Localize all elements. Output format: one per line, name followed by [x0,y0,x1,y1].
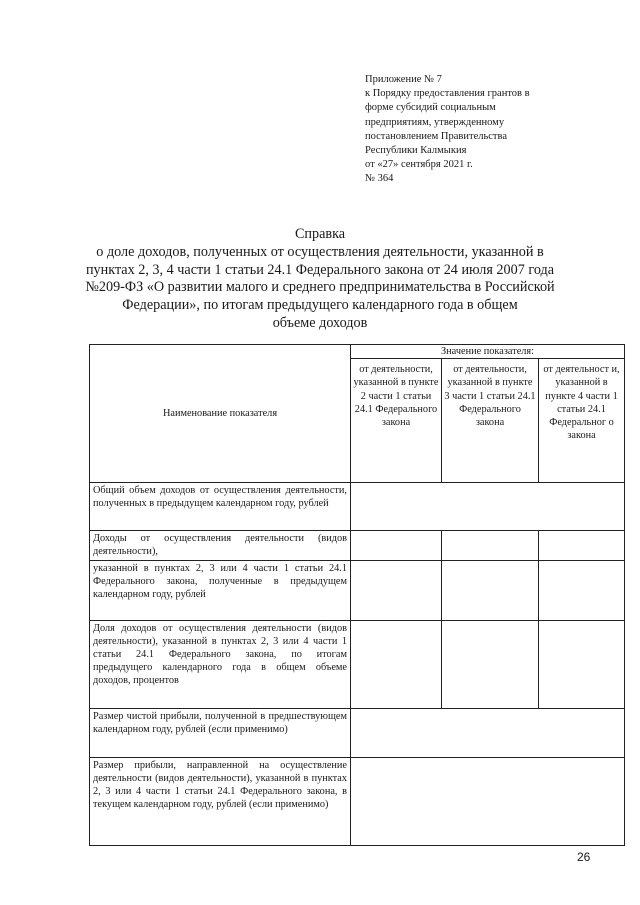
row-label: Общий объем доходов от осуществления деятельности, полученных в предыдущем календарном году, рублей [90,483,351,531]
header-indicator-name: Наименование показателя [90,345,351,483]
value-cell [539,531,625,560]
appendix-line: Республики Калмыкия [365,145,467,157]
title-line: Справка [294,226,346,242]
appendix-line: предприятиям, утвержденному [365,116,505,128]
value-cell [539,620,625,708]
table-header-row [90,345,625,359]
value-cell [351,708,625,757]
header-indicator-value: Значение показателя: [351,345,625,359]
value-cell [442,560,539,620]
row-label: указанной в пунктах 2, 3 или 4 части 1 статьи 24.1 Федерального закона, полученные в предыдущем календарном году, рублей [90,560,351,620]
title-line: о доле доходов, полученных от осуществления деятельности, указанной в [96,243,544,260]
appendix-line: от «27» сентября 2021 г. [365,159,473,171]
row-label: Доходы от осуществления деятельности (видов деятельности), [90,531,351,560]
table-row [90,620,625,708]
subheader-point-3: от деятельности, указанной в пункте 3 части 1 статьи 24.1 Федерального закона [442,359,539,483]
appendix-line: № 364 [365,173,394,185]
title-line: №209-ФЗ «О развитии малого и среднего предпринимательства в Российской [85,279,555,296]
title-line: объеме доходов [272,314,368,331]
appendix-note [365,73,595,187]
subheader-point-2: от деятельности, указанной в пункте 2 части 1 статьи 24.1 Федерального закона [351,359,442,483]
subheader-point-4: от деятельност и, указанной в пункте 4 части 1 статьи 24.1 Федеральног о закона [539,359,625,483]
title-line: пунктах 2, 3, 4 части 1 статьи 24.1 Федерального закона от 24 июля 2007 года [85,261,555,278]
value-cell [442,531,539,560]
row-label: Размер чистой прибыли, полученной в предшествующем календарном году, рублей (если применимо) [90,708,351,757]
page-number: 26 [577,850,591,864]
appendix-line: постановлением Правительства [365,130,508,142]
table-row [90,708,625,757]
value-cell [442,620,539,708]
table-row [90,483,625,531]
document-title [60,226,580,333]
appendix-line: Приложение № 7 [365,74,442,85]
value-cell [351,483,625,531]
value-cell [539,560,625,620]
table-row [90,531,625,560]
table-row [90,560,625,620]
row-label: Размер прибыли, направленной на осуществление деятельности (видов деятельности), указанной в пунктах 2, 3 или 4 части 1 статьи 24.1 Федерального закона, в текущем календарном году, рублей (если применимо) [90,757,351,845]
indicators-table [89,344,625,846]
row-label: Доля доходов от осуществления деятельности (видов деятельности), указанной в пунктах 2, 3 или 4 части 1 статьи 24.1 Федерального закона, по итогам предыдущего календарного года в общем объеме доходов, процентов [90,620,351,708]
value-cell [351,757,625,845]
value-cell [351,560,442,620]
appendix-line: форме субсидий социальным [365,102,496,114]
title-line: Федерации», по итогам предыдущего календарного года в общем [122,297,518,314]
appendix-line: к Порядку предоставления грантов в [365,88,530,100]
value-cell [351,531,442,560]
value-cell [351,620,442,708]
table-row [90,757,625,845]
